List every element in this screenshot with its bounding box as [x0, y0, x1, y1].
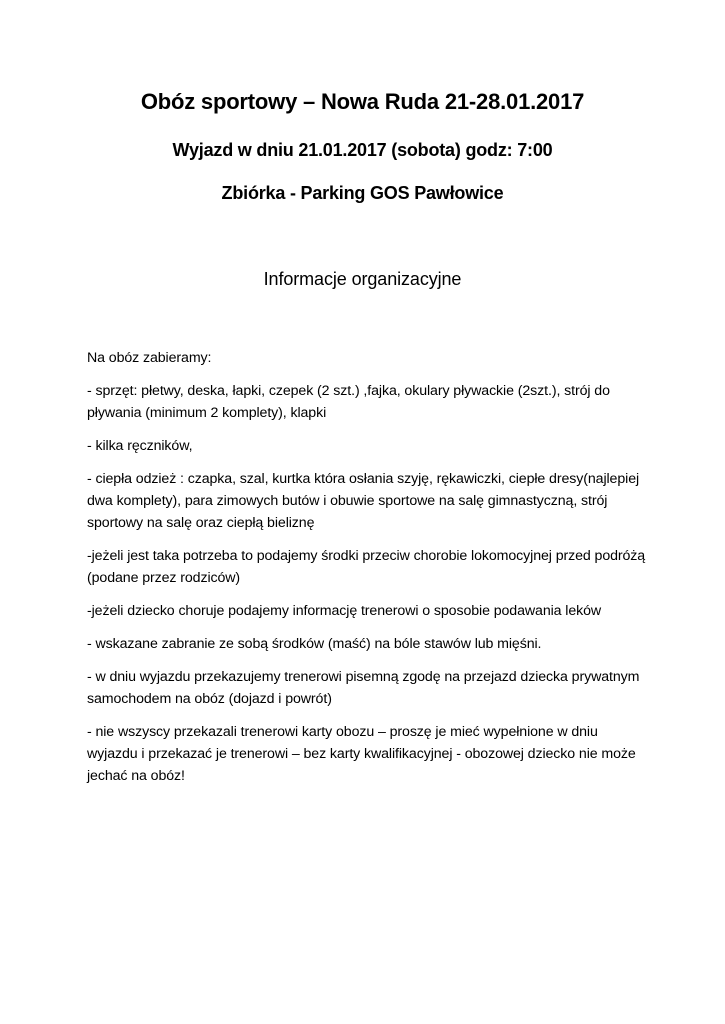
list-item-equipment: - sprzęt: płetwy, deska, łapki, czepek (2 szt.) ,fajka, okulary pływackie (2szt.), strój do pływania (minimum 2 komplety), klapki	[87, 383, 610, 421]
list-item-ointment: - wskazane zabranie ze sobą środków (maść) na bóle stawów lub mięśni.	[87, 636, 542, 652]
section-heading: Informacje organizacyjne	[263, 269, 462, 289]
document-title: Obóz sportowy – Nowa Ruda 21-28.01.2017	[140, 89, 585, 114]
list-item-towels: - kilka ręczników,	[87, 438, 193, 454]
document-body	[87, 347, 647, 798]
list-item-medication: -jeżeli dziecko choruje podajemy informację trenerowi o sposobie podawania leków	[87, 603, 602, 619]
list-item-warm-clothes: - ciepła odzież : czapka, szal, kurtka która osłania szyję, rękawiczki, ciepłe dresy(najlepiej dwa komplety), para zimowych butów i obuwie sportowe na salę gimnastyczną, strój sportowy na salę oraz ciepłą bieliznę	[87, 471, 640, 531]
intro-text: Na obóz zabieramy:	[87, 350, 212, 366]
list-item-consent: - w dniu wyjazdu przekazujemy trenerowi pisemną zgodę na przejazd dziecka prywatnym samochodem na obóz (dojazd i powrót)	[87, 669, 640, 707]
list-item-motion-sickness: -jeżeli jest taka potrzeba to podajemy środki przeciw chorobie lokomocyjnej przed podróżą (podane przez rodziców)	[87, 548, 646, 586]
meeting-point: Zbiórka - Parking GOS Pawłowice	[221, 183, 504, 203]
list-item-camp-card: - nie wszyscy przekazali trenerowi karty obozu – proszę je mieć wypełnione w dniu wyjazdu i przekazać je trenerowi – bez karty kwalifikacyjnej - obozowej dziecko nie może jechać na obóz!	[87, 724, 636, 784]
departure-info: Wyjazd w dniu 21.01.2017 (sobota) godz: 7:00	[172, 140, 553, 160]
